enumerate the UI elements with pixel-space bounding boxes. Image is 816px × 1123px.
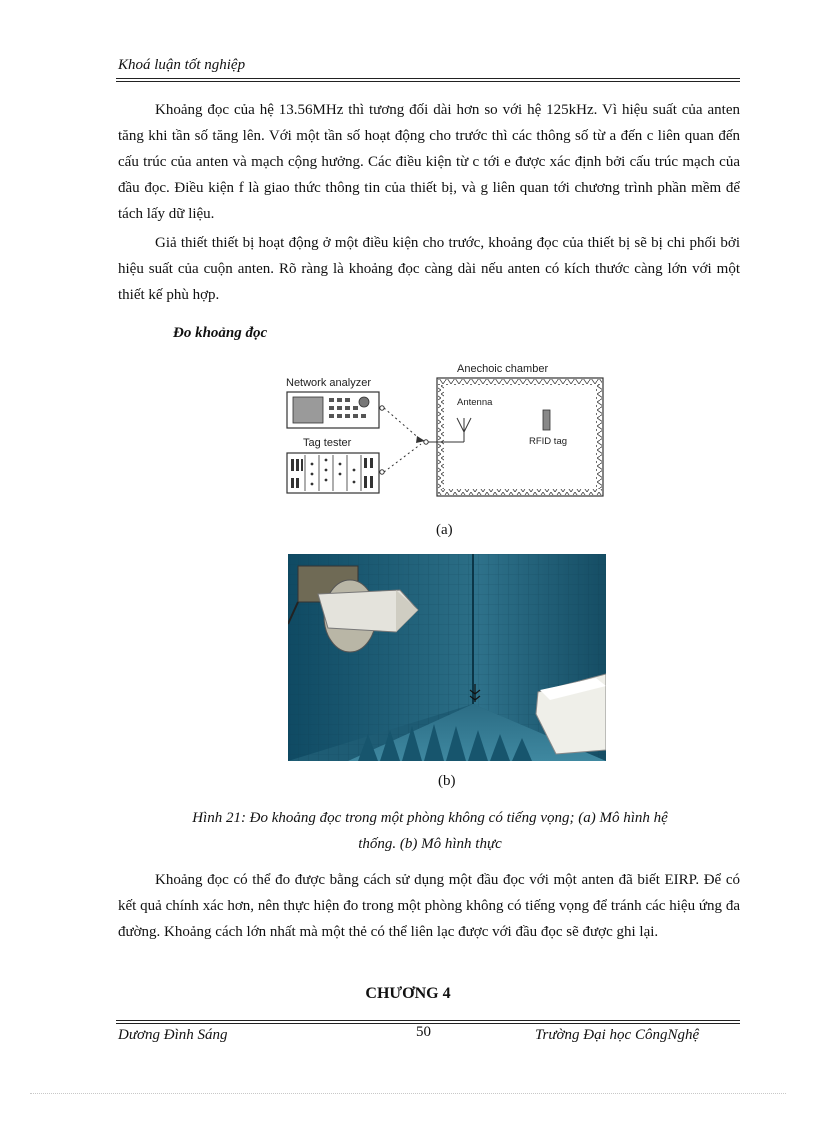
rfid-tag-label: RFID tag: [529, 436, 568, 447]
cable-tester: [384, 444, 421, 472]
header-title: Khoá luận tốt nghiệp: [118, 57, 246, 73]
absorber-left: [438, 385, 444, 489]
footer-author: Dương Đình Sáng: [118, 1027, 228, 1043]
antenna-label: Antenna: [457, 397, 493, 408]
tag-tester-label: Tag tester: [303, 437, 352, 449]
paragraph-3: Khoảng đọc có thể đo được bằng cách sử dụng một đầu đọc với một anten đã biết EIRP. Để có kết quả chính xác hơn, nên thực hiện đo trong một phòng không có tiếng vọng để tránh các hiệu ứng đa đường. Khoảng cách lớn nhất mà một thẻ có thể liên lạc được với đầu đọc sẽ được ghi lại.: [118, 872, 740, 940]
header-rule-bottom: [116, 81, 740, 82]
footer-page-number: 50: [416, 1024, 431, 1040]
figure-caption-line2: thống. (b) Mô hình thực: [358, 836, 502, 852]
paragraph-2: Giả thiết thiết bị hoạt động ở một điều kiện cho trước, khoảng đọc của thiết bị sẽ bị chi phối bởi hiệu suất của cuộn anten. Rõ ràng là khoảng đọc càng dài nếu anten có kích thước càng lớn với một thiết kế phù hợp.: [118, 235, 740, 303]
body-text-bottom: [118, 867, 740, 945]
absorber-top: [438, 379, 602, 385]
network-analyzer-label: Network analyzer: [286, 377, 371, 389]
tag-tester-port: [380, 470, 384, 474]
body-text-top: [118, 97, 740, 308]
absorber-bottom: [438, 489, 602, 495]
measurement-diagram: [285, 360, 605, 498]
network-analyzer-screen: [293, 397, 323, 423]
rfid-tag-icon: [543, 410, 550, 430]
section-title: Đo khoảng đọc: [173, 325, 268, 341]
paragraph-1: Khoảng đọc của hệ 13.56MHz thì tương đối dài hơn so với hệ 125kHz. Vì hiệu suất của anten tăng khi tần số tăng lên. Với một tần số hoạt động cho trước thì các thông số từ a đến c liên quan đến cấu trúc của anten và mạch cộng hưởng. Các điều kiện từ c tới e được xác định bởi cấu trúc mạch của đầu đọc. Điều kiện f là giao thức thông tin của thiết bị, và g liên quan tới chương trình phần mềm để tách lấy dữ liệu.: [118, 102, 740, 222]
network-analyzer-knob: [359, 397, 369, 407]
chamber-port: [424, 440, 428, 444]
anechoic-chamber-photo: [288, 554, 606, 761]
cable-analyzer: [384, 408, 421, 440]
anechoic-chamber-photo-svg: [288, 554, 606, 761]
chamber-outline: [437, 378, 603, 496]
figure-label-b: (b): [438, 773, 456, 789]
chamber-label: Anechoic chamber: [457, 363, 549, 375]
page-bottom-dotted-line: [30, 1093, 786, 1094]
footer-rule-top: [116, 1020, 740, 1021]
measurement-diagram-svg: [285, 360, 605, 498]
chapter-heading: CHƯƠNG 4: [365, 985, 451, 1002]
figure-caption-line1: Hình 21: Đo khoảng đọc trong một phòng không có tiếng vọng; (a) Mô hình hệ: [192, 810, 668, 826]
footer-school: Trường Đại học CôngNghệ: [535, 1027, 700, 1043]
figure-label-a: (a): [436, 522, 453, 538]
network-analyzer-port: [380, 406, 384, 410]
header-rule-top: [116, 78, 740, 79]
absorber-right: [596, 385, 602, 489]
